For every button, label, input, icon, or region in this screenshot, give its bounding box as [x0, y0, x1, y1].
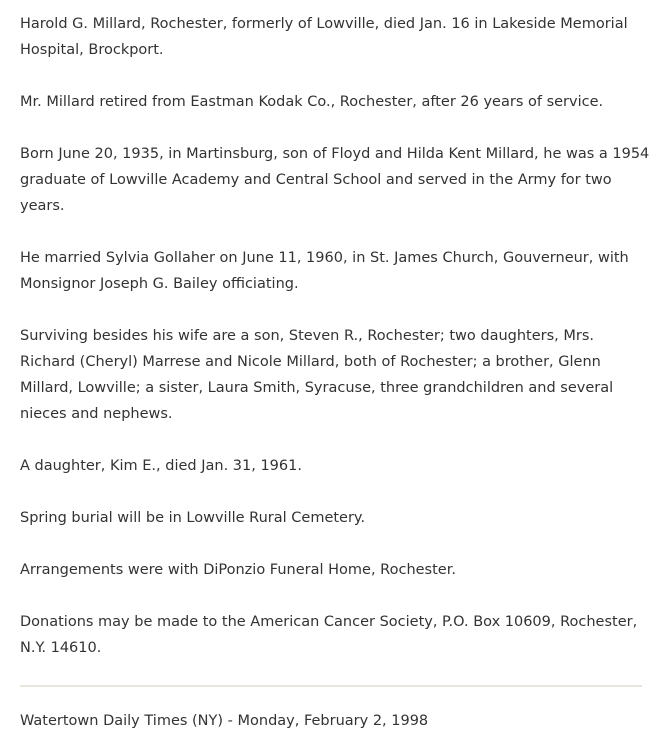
article-paragraph: Harold G. Millard, Rochester, formerly of Lowville, died Jan. 16 in Lakeside Memorial Hospital, Brockport.	[20, 16, 628, 58]
section-divider	[20, 685, 642, 687]
article-paragraph: A daughter, Kim E., died Jan. 31, 1961.	[20, 458, 302, 474]
article-paragraph: He married Sylvia Gollaher on June 11, 1960, in St. James Church, Gouverneur, with Monsignor Joseph G. Bailey officiating.	[20, 250, 629, 292]
article-paragraph: Mr. Millard retired from Eastman Kodak Co., Rochester, after 26 years of service.	[20, 94, 604, 110]
article-paragraph: Donations may be made to the American Cancer Society, P.O. Box 10609, Rochester, N.Y. 14610.	[20, 614, 638, 656]
article-paragraph: Spring burial will be in Lowville Rural Cemetery.	[20, 510, 366, 526]
article-paragraph: Born June 20, 1935, in Martinsburg, son of Floyd and Hilda Kent Millard, he was a 1954 graduate of Lowville Academy and Central School and served in the Army for two years.	[20, 146, 650, 214]
article-paragraph: Arrangements were with DiPonzio Funeral Home, Rochester.	[20, 562, 456, 578]
obituary-article	[20, 11, 650, 687]
source-citation: Watertown Daily Times (NY) - Monday, February 2, 1998	[20, 713, 429, 729]
article-paragraph: Surviving besides his wife are a son, Steven R., Rochester; two daughters, Mrs. Richard (Cheryl) Marrese and Nicole Millard, both of Rochester; a brother, Glenn Millard, Lowville; a sister, Laura Smith, Syracuse, three grandchildren and several nieces and nephews.	[20, 328, 614, 422]
